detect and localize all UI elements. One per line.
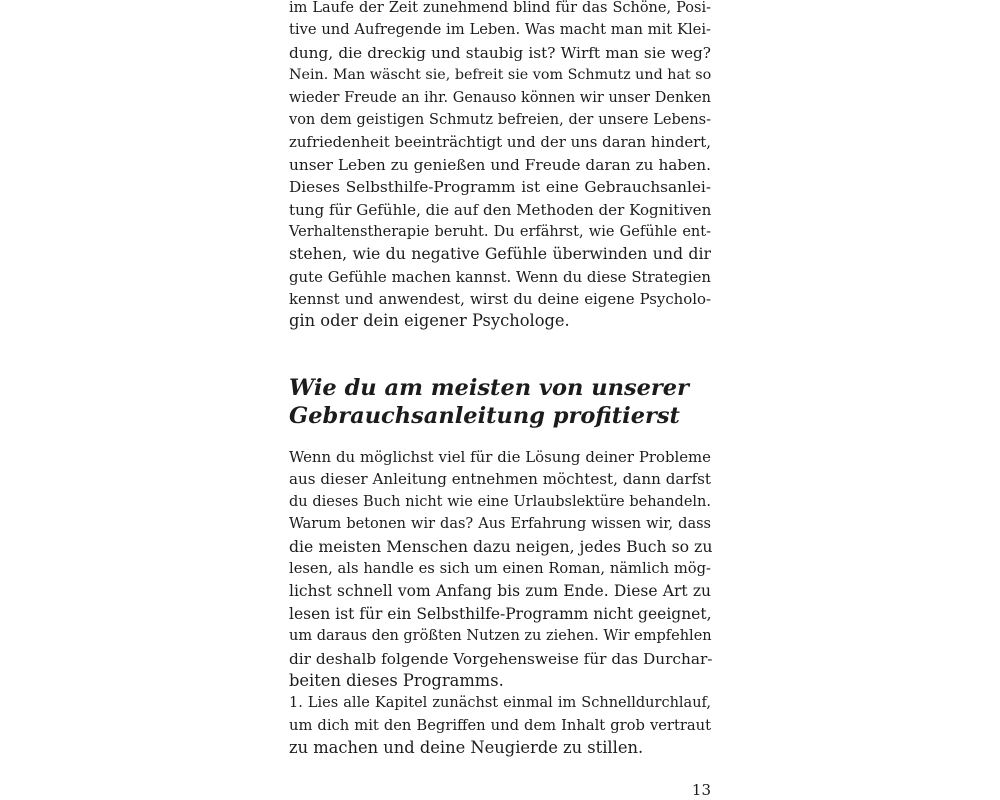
text-line: unser Leben zu genießen und Freude daran zu haben. (289, 155, 711, 174)
text-line: zufriedenheit beeinträchtigt und der uns daran hindert, (289, 133, 711, 152)
section-heading (289, 374, 719, 430)
text-line: Warum betonen wir das? Aus Erfahrung wissen wir, dass (289, 516, 711, 533)
text-line: die meisten Menschen dazu neigen, jedes Buch so zu (289, 536, 713, 556)
text-line: wieder Freude an ihr. Genauso können wir unser Denken (289, 89, 711, 106)
list-item-line: um dich mit den Begriffen und dem Inhalt grob vertraut (289, 716, 711, 734)
text-line: Nein. Man wäscht sie, befreit sie vom Schmutz und hat so (289, 67, 712, 84)
text-line: Wenn du möglichst viel für die Lösung deiner Probleme (289, 448, 711, 466)
text-line: du dieses Buch nicht wie eine Urlaubslektüre behandeln. (289, 493, 711, 510)
text-line: Dieses Selbsthilfe-Programm ist eine Gebrauchsanlei- (289, 178, 711, 197)
text-line: dung, die dreckig und staubig ist? Wirft man sie weg? (289, 43, 711, 62)
text-line: im Laufe der Zeit zunehmend blind für das Schöne, Posi- (289, 0, 711, 16)
list-item-line: zu machen und deine Neugierde zu stillen. (289, 738, 644, 758)
text-line: stehen, wie du negative Gefühle überwinden und dir (289, 244, 711, 264)
text-line: kennst und anwendest, wirst du deine eigene Psycholo- (289, 290, 711, 309)
text-line: tung für Gefühle, die auf den Methoden der Kognitiven (289, 200, 712, 219)
list-item-line: 1. Lies alle Kapitel zunächst einmal im Schnelldurchlauf, (289, 695, 711, 712)
text-line: aus dieser Anleitung entnehmen möchtest, dann darfst (289, 470, 711, 489)
text-line: um daraus den größten Nutzen zu ziehen. Wir empfehlen (289, 628, 712, 645)
paragraph-instructions (289, 446, 711, 759)
text-line: gute Gefühle machen kannst. Wenn du diese Strategien (289, 267, 711, 286)
text-line: von dem geistigen Schmutz befreien, der unsere Lebens- (289, 111, 711, 128)
text-line: lesen, als handle es sich um einen Roman, nämlich mög- (289, 559, 711, 577)
text-line: gin oder dein eigener Psychologe. (289, 311, 570, 331)
page-number: 13 (691, 781, 711, 799)
paragraph-intro (289, 0, 711, 333)
text-line: Verhaltenstherapie beruht. Du erfährst, wie Gefühle ent- (289, 223, 711, 240)
text-line: lichst schnell vom Anfang bis zum Ende. Diese Art zu (289, 582, 711, 601)
text-line: tive und Aufregende im Leben. Was macht man mit Klei- (289, 21, 711, 39)
heading-line: Gebrauchsanleitung profitierst (289, 403, 680, 429)
text-line: beiten dieses Programms. (289, 670, 504, 690)
text-line: lesen ist für ein Selbsthilfe-Programm nicht geeignet, (289, 604, 712, 623)
heading-line: Wie du am meisten von unserer (289, 375, 689, 401)
text-line: dir deshalb folgende Vorgehensweise für das Durchar- (289, 649, 713, 668)
